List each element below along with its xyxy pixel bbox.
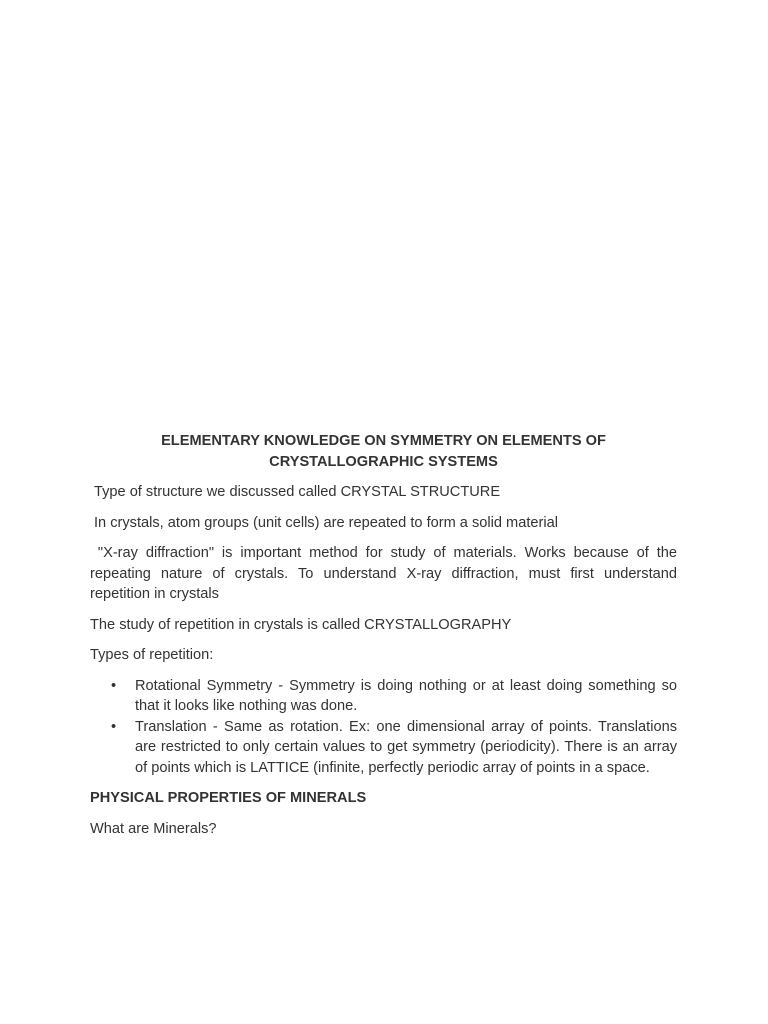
paragraph-crystal-structure: Type of structure we discussed called CRYSTAL STRUCTURE [94, 484, 501, 500]
bullet-icon: • [111, 677, 117, 694]
paragraph-xray-diffraction [90, 543, 677, 605]
bullet-icon: • [111, 718, 117, 735]
paragraph-crystallography: The study of repetition in crystals is called CRYSTALLOGRAPHY [90, 616, 512, 633]
list-item-text: Translation - Same as rotation. Ex: one dimensional array of points. Translations are restricted to only certain values to get symmetry (periodicity). There is an array of points which is LATTICE (infinite, perfectly periodic array of points in a space. [135, 718, 677, 776]
document-title: ELEMENTARY KNOWLEDGE ON SYMMETRY ON ELEMENTS OF CRYSTALLOGRAPHIC SYSTEMS [161, 433, 606, 470]
list-item-translation [90, 717, 677, 779]
list-item-text: Rotational Symmetry - Symmetry is doing nothing or at least doing something so that it looks like nothing was done. [135, 677, 677, 714]
section-heading: PHYSICAL PROPERTIES OF MINERALS [90, 790, 367, 806]
list-item-rotational-symmetry [90, 676, 677, 717]
paragraph-unit-cells: In crystals, atom groups (unit cells) are repeated to form a solid material [94, 514, 558, 531]
document-body [90, 431, 677, 849]
paragraph-xray-diffraction-text: "X-ray diffraction" is important method for study of materials. Works because of the repeating nature of crystals. To understand X-ray diffraction, must first understand repetition in crystals [90, 545, 677, 602]
paragraph-what-are-minerals: What are Minerals? [90, 820, 217, 837]
repetition-types-list [90, 676, 677, 779]
paragraph-types-of-repetition: Types of repetition: [90, 647, 214, 663]
